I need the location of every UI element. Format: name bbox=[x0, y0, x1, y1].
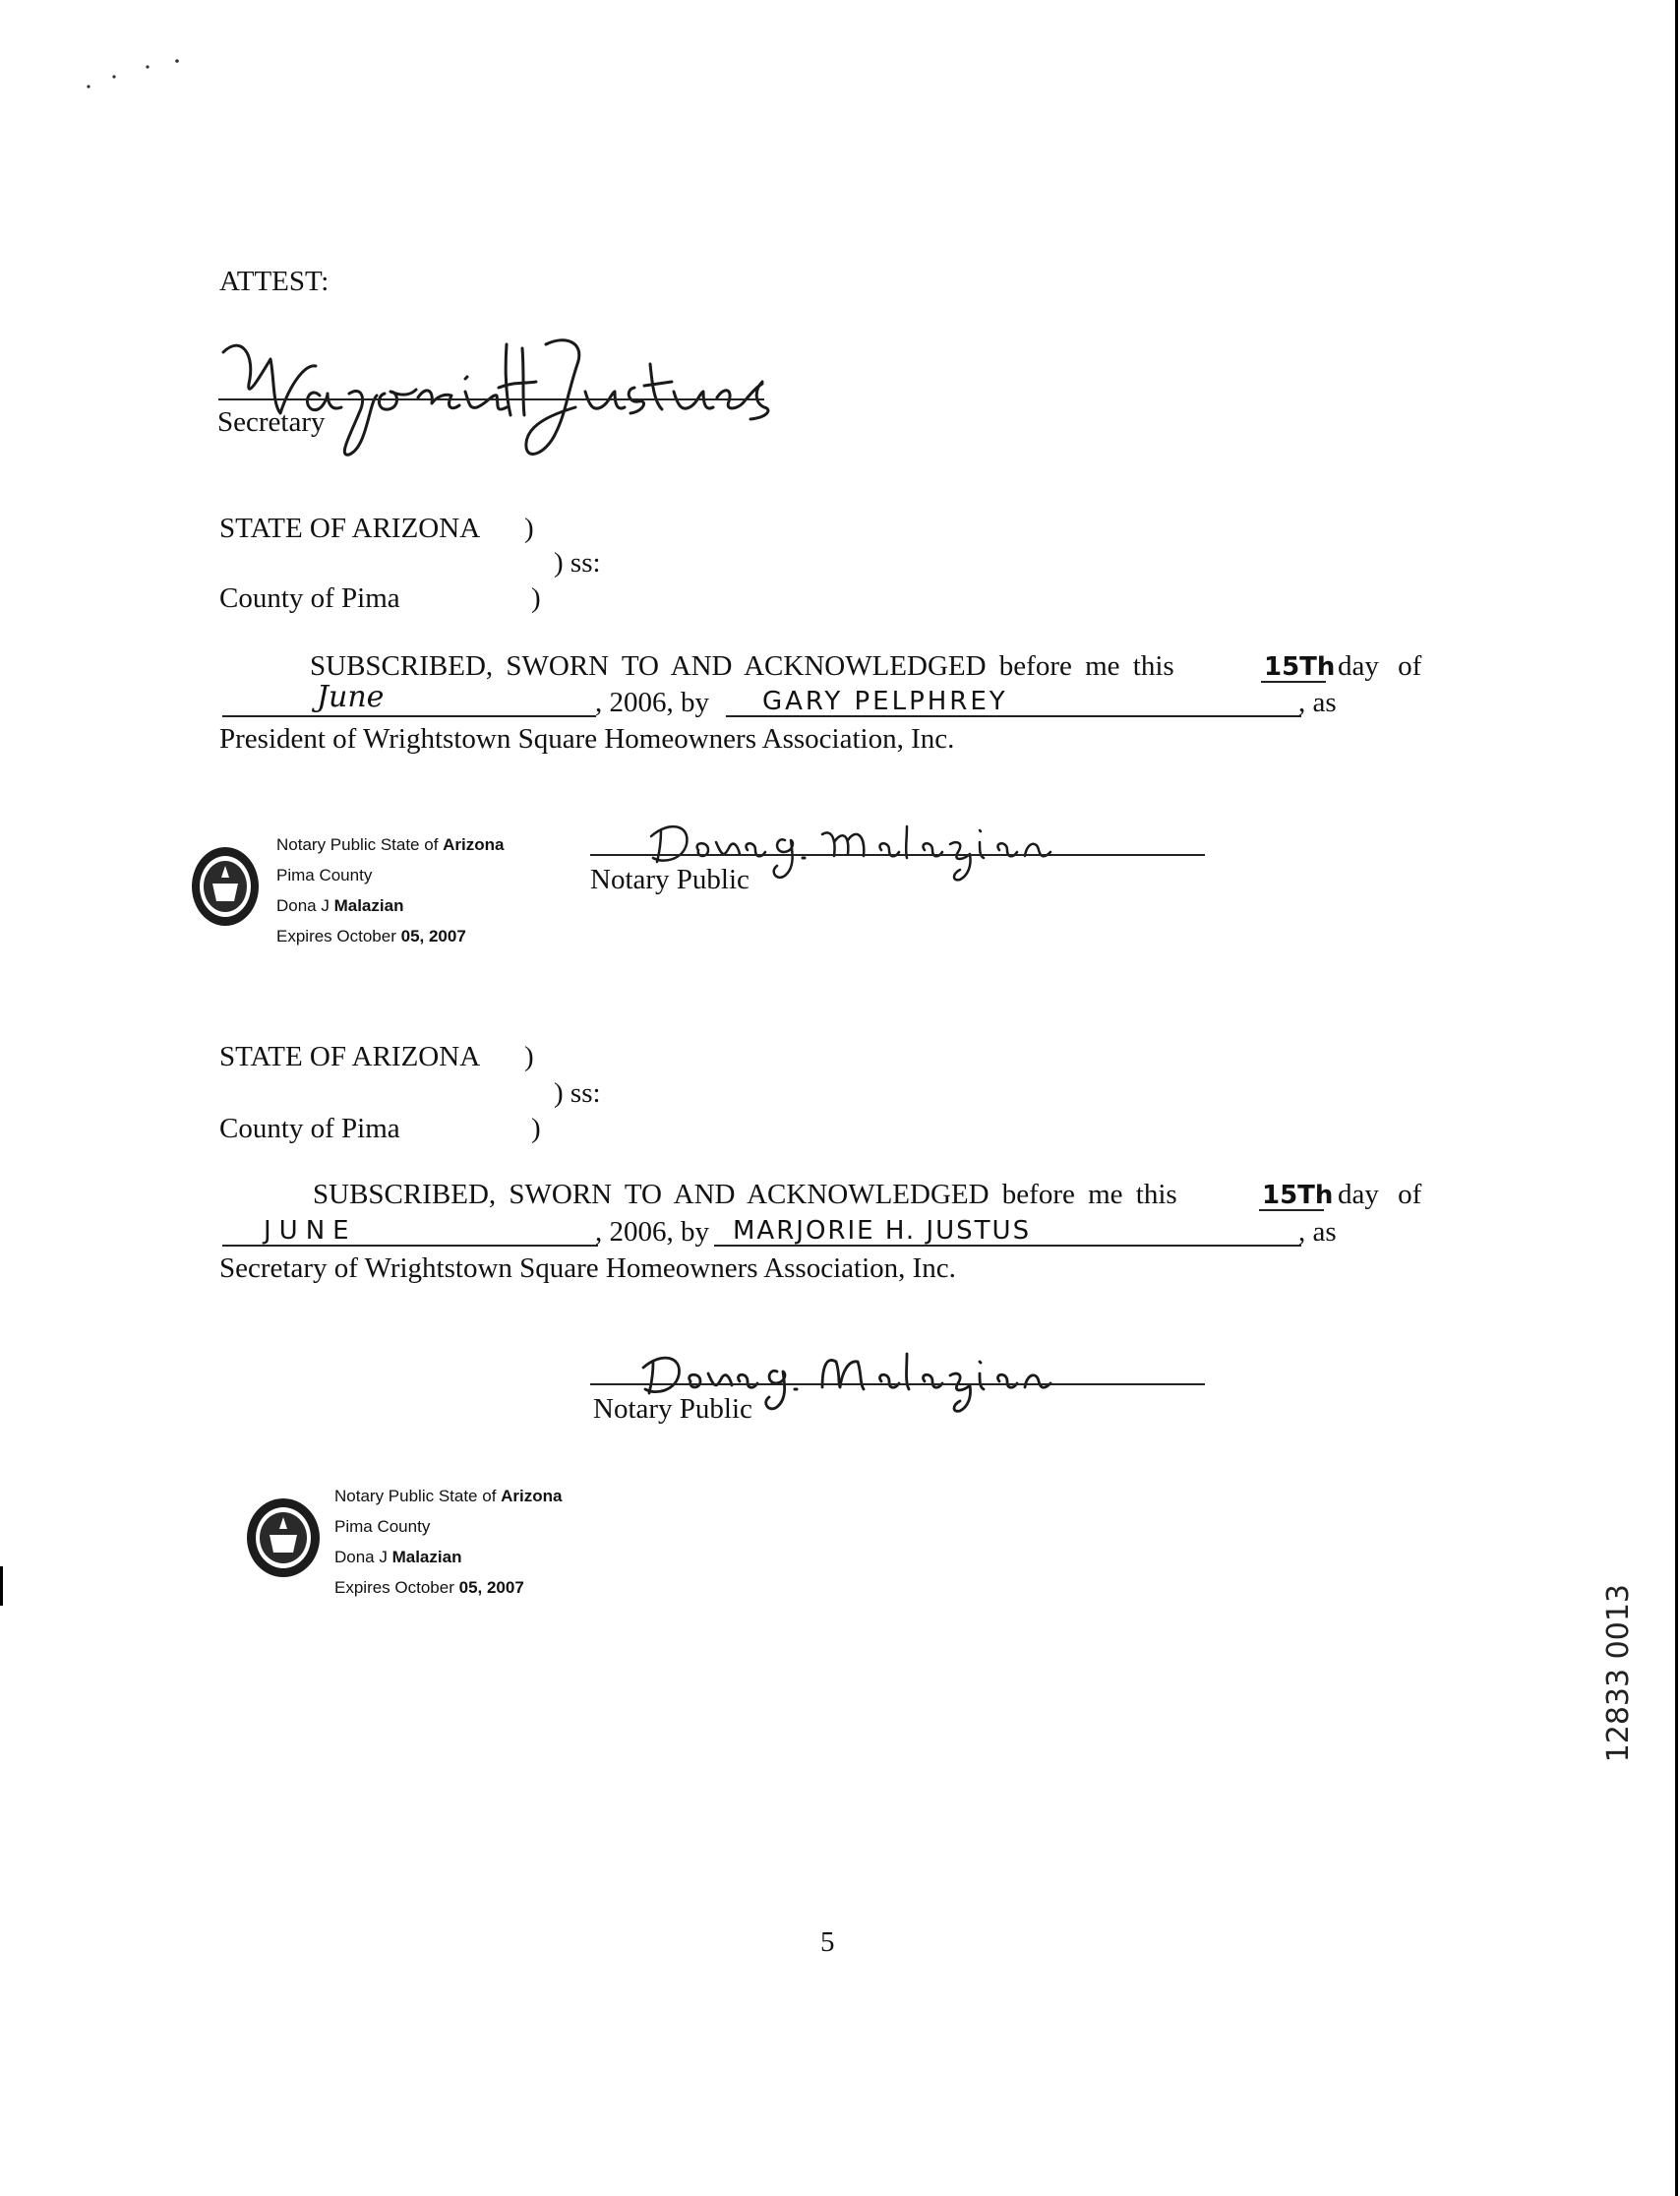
name-handwritten-2: MARJORIE H. JUSTUS bbox=[733, 1216, 1032, 1246]
ss-label-2: ) ss: bbox=[554, 1077, 601, 1109]
scan-edge-right bbox=[1675, 0, 1678, 2196]
state-label-1: STATE OF ARIZONA bbox=[219, 513, 481, 544]
stamp-1-line3: Dona J Malazian bbox=[276, 896, 404, 915]
county-label-1: County of Pima bbox=[219, 582, 400, 614]
scan-specks bbox=[79, 49, 197, 98]
state-paren-1: ) bbox=[524, 513, 534, 544]
recording-number: 12833 0013 bbox=[1601, 1584, 1636, 1763]
county-label-2: County of Pima bbox=[219, 1113, 400, 1144]
month-handwritten-2: JUNE bbox=[264, 1216, 357, 1246]
scan-edge-left-mark bbox=[0, 1566, 3, 1606]
year-by-text-2: , 2006, by bbox=[595, 1216, 709, 1248]
subscribed-text-2: SUBSCRIBED, SWORN TO AND ACKNOWLEDGED before me this bbox=[313, 1179, 1177, 1210]
state-label-2: STATE OF ARIZONA bbox=[219, 1041, 481, 1072]
notary-stamp-1 bbox=[276, 829, 504, 951]
notary-signature-line-2 bbox=[590, 1383, 1205, 1385]
notary-seal-1 bbox=[189, 844, 262, 929]
year-by-text-1: , 2006, by bbox=[595, 687, 709, 718]
ss-label-1: ) ss: bbox=[554, 547, 601, 579]
subscribed-text-1: SUBSCRIBED, SWORN TO AND ACKNOWLEDGED before me this bbox=[310, 650, 1174, 682]
secretary-signature-line bbox=[218, 398, 764, 400]
month-line-2 bbox=[222, 1245, 598, 1247]
name-handwritten-1: GARY PELPHREY bbox=[762, 687, 1008, 716]
secretary-signature bbox=[211, 325, 782, 467]
county-paren-1: ) bbox=[531, 582, 541, 614]
page-number: 5 bbox=[820, 1926, 835, 1958]
role-line-2: Secretary of Wrightstown Square Homeowners Association, Inc. bbox=[219, 1252, 956, 1284]
month-line-1 bbox=[222, 715, 596, 717]
notary-signature-line-1 bbox=[590, 854, 1205, 856]
day-handwritten-1: 15Th bbox=[1264, 652, 1336, 682]
day-handwritten-2: 15Th bbox=[1262, 1181, 1334, 1210]
as-text-1: , as bbox=[1298, 687, 1337, 718]
stamp-1-line4: Expires October 05, 2007 bbox=[276, 927, 466, 946]
role-line-1: President of Wrightstown Square Homeowners Association, Inc. bbox=[219, 723, 955, 755]
stamp-2-line1: Notary Public State of Arizona bbox=[334, 1487, 563, 1505]
month-handwritten-1: June bbox=[317, 680, 385, 714]
notary-seal-2 bbox=[244, 1495, 323, 1580]
as-text-2: , as bbox=[1298, 1216, 1337, 1248]
stamp-2-line3: Dona J Malazian bbox=[334, 1548, 462, 1566]
notary-label-1: Notary Public bbox=[590, 864, 750, 895]
day-of-text-1: day of bbox=[1338, 650, 1422, 682]
state-paren-2: ) bbox=[524, 1041, 534, 1072]
day-line-1 bbox=[1261, 681, 1326, 683]
notary-stamp-2 bbox=[334, 1481, 562, 1603]
stamp-2-line4: Expires October 05, 2007 bbox=[334, 1578, 524, 1597]
day-of-text-2: day of bbox=[1338, 1179, 1422, 1210]
day-line-2 bbox=[1259, 1209, 1324, 1211]
stamp-1-line2: Pima County bbox=[276, 866, 373, 884]
notary-label-2: Notary Public bbox=[593, 1393, 752, 1425]
stamp-1-line1: Notary Public State of Arizona bbox=[276, 835, 505, 854]
name-line-1 bbox=[726, 715, 1301, 717]
county-paren-2: ) bbox=[531, 1113, 541, 1144]
stamp-2-line2: Pima County bbox=[334, 1517, 431, 1536]
name-line-2 bbox=[714, 1245, 1301, 1247]
secretary-title: Secretary bbox=[217, 406, 326, 438]
attest-label: ATTEST: bbox=[219, 266, 330, 297]
